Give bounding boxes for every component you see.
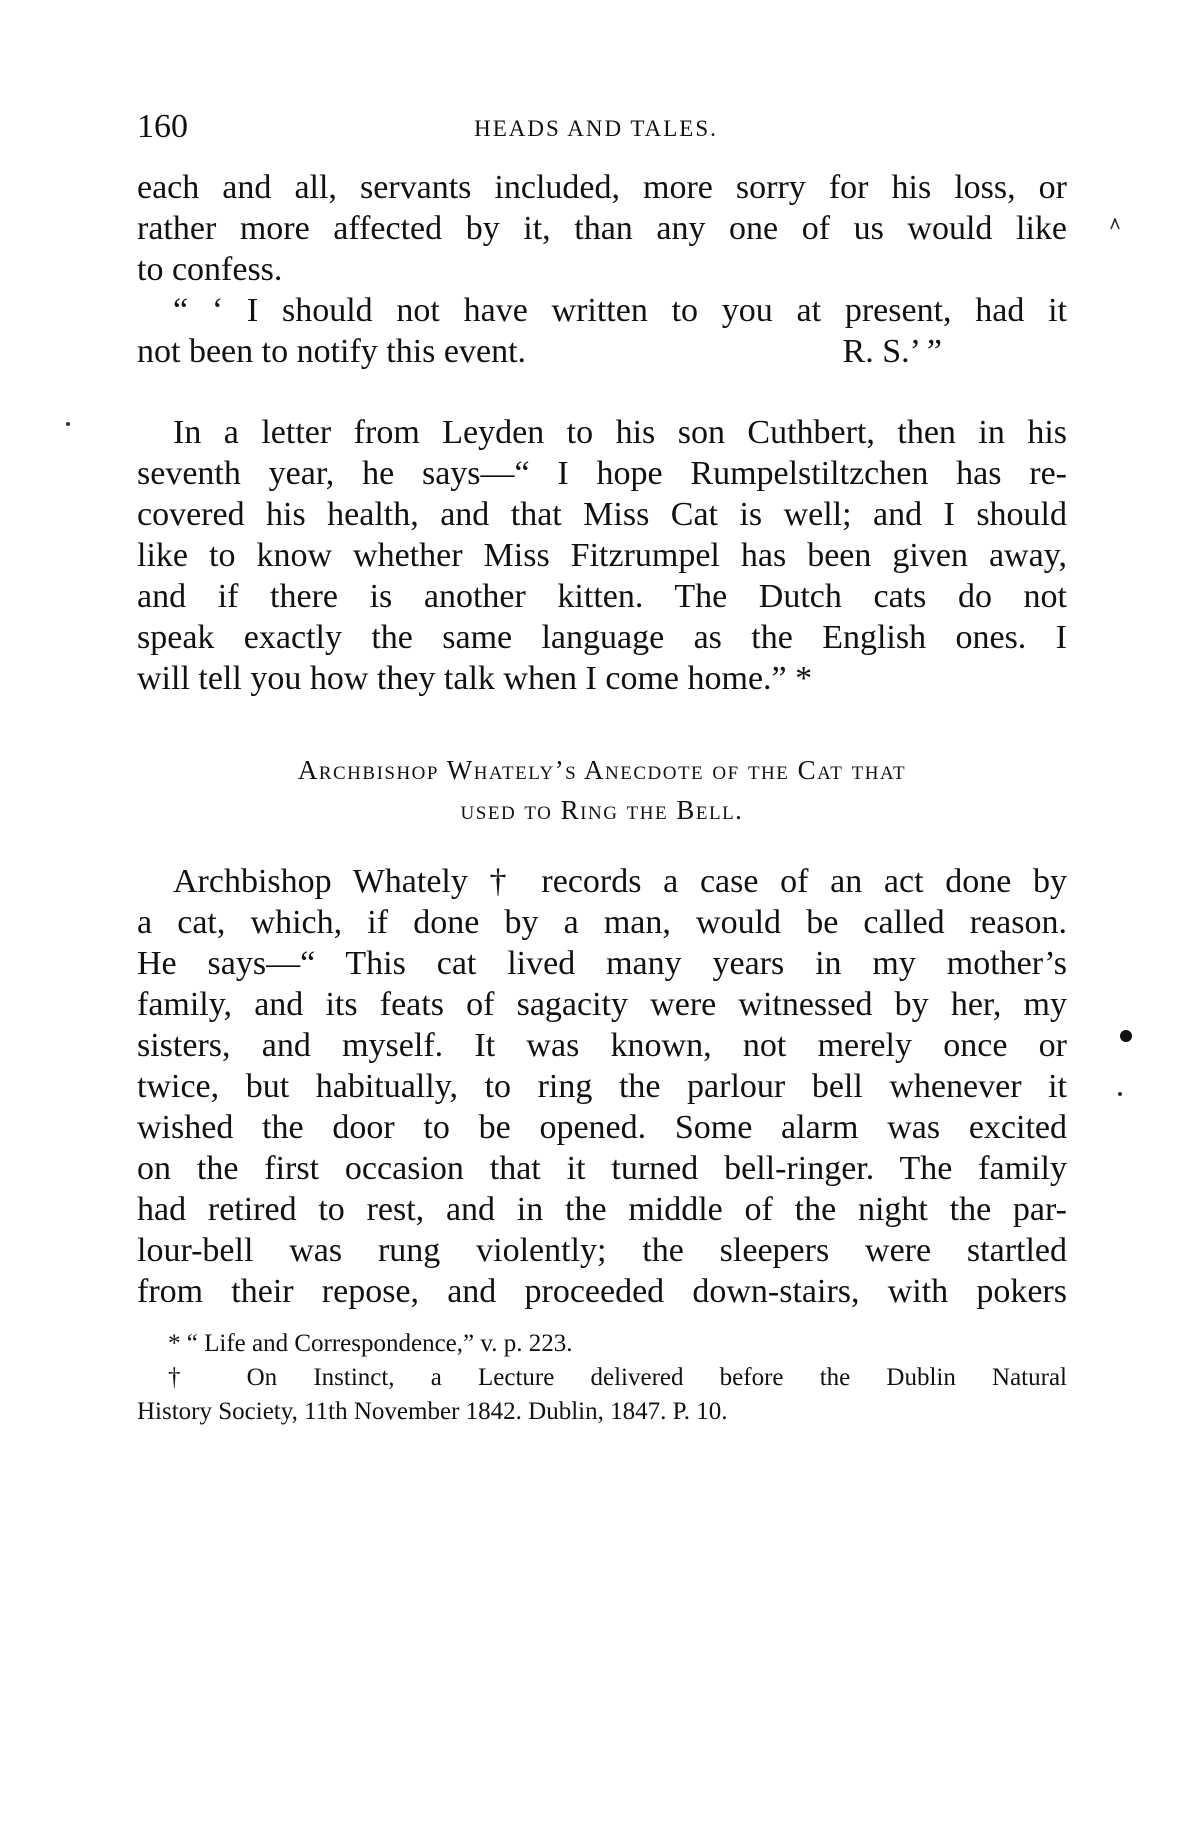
text-line: In a letter from Leyden to his son Cuthbert, then in his bbox=[173, 414, 1067, 451]
text-line: lour-bell was rung violently; the sleepers were startled bbox=[137, 1232, 1067, 1269]
text-line: on the first occasion that it turned bell-ringer. The family bbox=[137, 1150, 1067, 1187]
text-line: each and all, servants included, more sorry for his loss, or bbox=[137, 169, 1067, 206]
stray-dot-mark bbox=[1116, 1090, 1124, 1098]
text-line: will tell you how they talk when I come home.” * bbox=[137, 660, 813, 697]
letter-closing-line bbox=[137, 328, 1067, 376]
text-line: had retired to rest, and in the middle of the night the par- bbox=[137, 1191, 1067, 1228]
text-line: Archbishop Whately † records a case of an act done by bbox=[173, 863, 1067, 900]
text-line: covered his health, and that Miss Cat is well; and I should bbox=[137, 496, 1067, 533]
running-head: HEADS AND TALES. bbox=[474, 116, 718, 141]
text-line: not been to notify this event. bbox=[137, 333, 527, 370]
section-heading: used to Ring the Bell. bbox=[460, 795, 744, 825]
ink-blot-mark bbox=[1118, 1028, 1134, 1044]
stray-dot-mark bbox=[64, 420, 72, 428]
text-line: family, and its feats of sagacity were witnessed by her, my bbox=[137, 986, 1067, 1023]
signature: R. S.’ ” bbox=[842, 333, 942, 370]
section-heading: Archbishop Whately’s Anecdote of the Cat that bbox=[297, 755, 907, 785]
text-line: a cat, which, if done by a man, would be called reason. bbox=[137, 904, 1067, 941]
text-line: He says—“ This cat lived many years in my mother’s bbox=[137, 945, 1067, 982]
footnote: * “ Life and Correspondence,” v. p. 223. bbox=[168, 1330, 573, 1357]
text-line: rather more affected by it, than any one of us would like bbox=[137, 210, 1067, 247]
footnote: History Society, 11th November 1842. Dublin, 1847. P. 10. bbox=[137, 1398, 728, 1425]
text-line: like to know whether Miss Fitzrumpel has been given away, bbox=[137, 537, 1067, 574]
page-number: 160 bbox=[137, 108, 188, 145]
text-line: from their repose, and proceeded down-stairs, with pokers bbox=[137, 1273, 1067, 1310]
text-line: sisters, and myself. It was known, not merely once or bbox=[137, 1027, 1067, 1064]
text-line: speak exactly the same language as the English ones. I bbox=[137, 619, 1067, 656]
text-line: and if there is another kitten. The Dutch cats do not bbox=[137, 578, 1067, 615]
text-line: wished the door to be opened. Some alarm was excited bbox=[137, 1109, 1067, 1146]
text-line: seventh year, he says—“ I hope Rumpelstiltzchen has re- bbox=[137, 455, 1067, 492]
stray-mark bbox=[1110, 218, 1120, 230]
text-line: “ ‘ I should not have written to you at present, had it bbox=[173, 292, 1067, 329]
text-line: twice, but habitually, to ring the parlour bell whenever it bbox=[137, 1068, 1067, 1105]
text-line: to confess. bbox=[137, 251, 283, 288]
footnote: † On Instinct, a Lecture delivered before the Dublin Natural bbox=[168, 1364, 1067, 1391]
